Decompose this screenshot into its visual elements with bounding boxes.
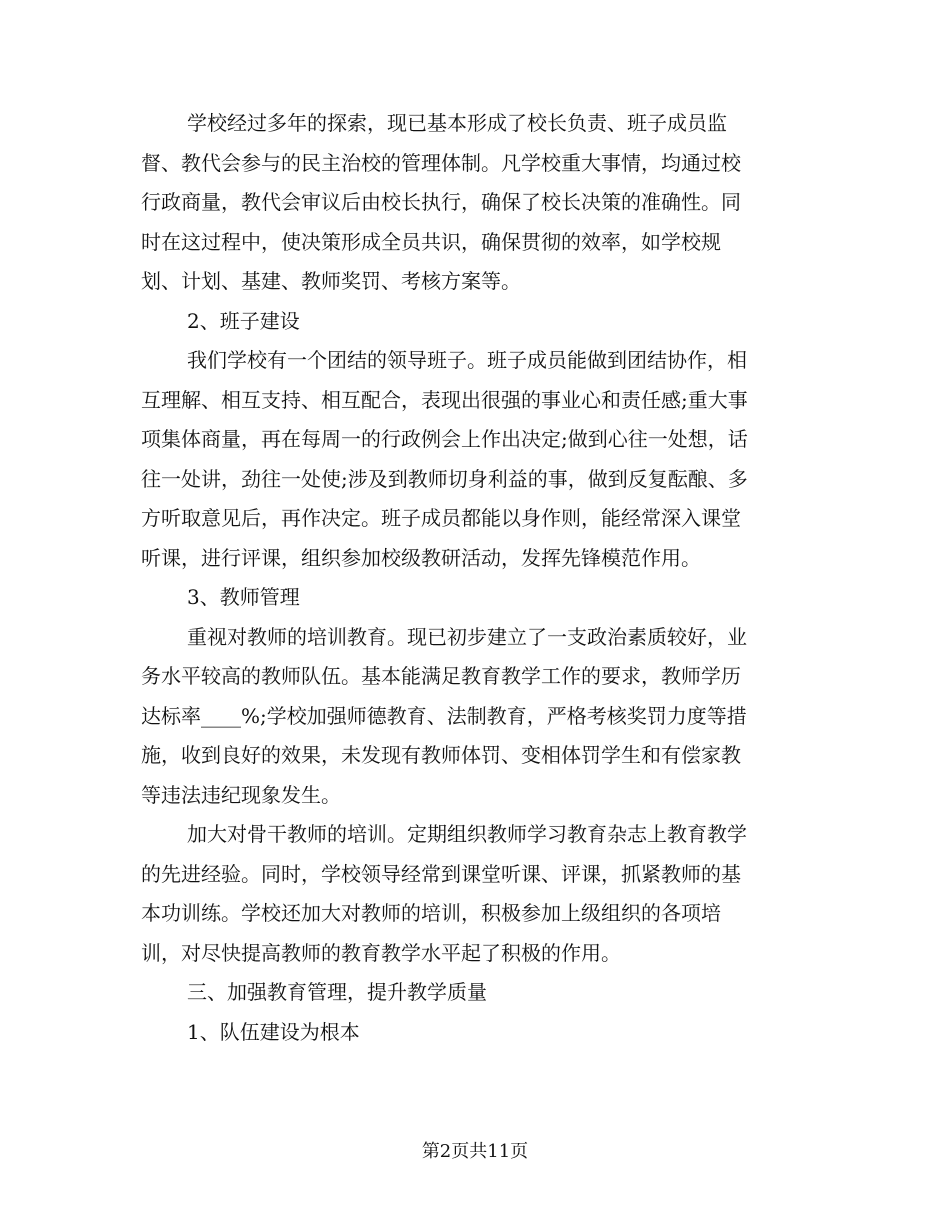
text-line: 学校经过多年的探索，现已基本形成了校长负责、班子成员监 bbox=[187, 111, 727, 135]
text-line: 方听取意见后，再作决定。班子成员都能以身作则，能经常深入课堂 bbox=[141, 506, 741, 530]
text-line: 的先进经验。同时，学校领导经常到课堂听课、评课，抓紧教师的基 bbox=[141, 861, 741, 886]
text-line: 本功训练。学校还加大对教师的培训，积极参加上级组织的各项培 bbox=[141, 901, 721, 925]
text-line: 3、教师管理 bbox=[187, 585, 300, 609]
text-line: 三、加强教育管理，提升教学质量 bbox=[187, 980, 487, 1004]
text-line: 1、队伍建设为根本 bbox=[187, 1019, 360, 1044]
text-line: 项集体商量，再在每周一的行政例会上作出决定;做到心往一处想，话 bbox=[141, 427, 748, 451]
text-line: 往一处讲，劲往一处使;涉及到教师切身利益的事，做到反复酝酿、多 bbox=[141, 466, 748, 491]
text-line: 互理解、相互支持、相互配合，表现出很强的事业心和责任感;重大事 bbox=[141, 387, 748, 412]
text-line: 达标率____%;学校加强师德教育、法制教育，严格考核奖罚力度等措 bbox=[141, 703, 747, 728]
text-line: 划、计划、基建、教师奖罚、考核方案等。 bbox=[141, 269, 521, 293]
page-footer: 第2页共11页 bbox=[421, 1141, 529, 1162]
text-line: 加大对骨干教师的培训。定期组织教师学习教育杂志上教育教学 bbox=[187, 822, 747, 846]
text-line: 2、班子建设 bbox=[187, 308, 300, 333]
text-line: 听课，进行评课，组织参加校级教研活动，发挥先锋模范作用。 bbox=[141, 545, 701, 570]
text-line: 督、教代会参与的民主治校的管理体制。凡学校重大事情，均通过校 bbox=[141, 150, 741, 175]
text-line: 施，收到良好的效果，未发现有教师体罚、变相体罚学生和有偿家教 bbox=[141, 743, 741, 767]
text-line: 训，对尽快提高教师的教育教学水平起了积极的作用。 bbox=[141, 940, 621, 965]
text-line: 务水平较高的教师队伍。基本能满足教育教学工作的要求，教师学历 bbox=[141, 664, 741, 688]
document-body bbox=[141, 104, 811, 1052]
text-line: 等违法违纪现象发生。 bbox=[141, 782, 341, 807]
text-line: 我们学校有一个团结的领导班子。班子成员能做到团结协作，相 bbox=[187, 348, 747, 372]
text-line: 行政商量，教代会审议后由校长执行，确保了校长决策的准确性。同 bbox=[141, 190, 741, 214]
text-line: 重视对教师的培训教育。现已初步建立了一支政治素质较好，业 bbox=[187, 624, 747, 649]
text-line: 时在这过程中，使决策形成全员共识，确保贯彻的效率，如学校规 bbox=[141, 229, 721, 254]
